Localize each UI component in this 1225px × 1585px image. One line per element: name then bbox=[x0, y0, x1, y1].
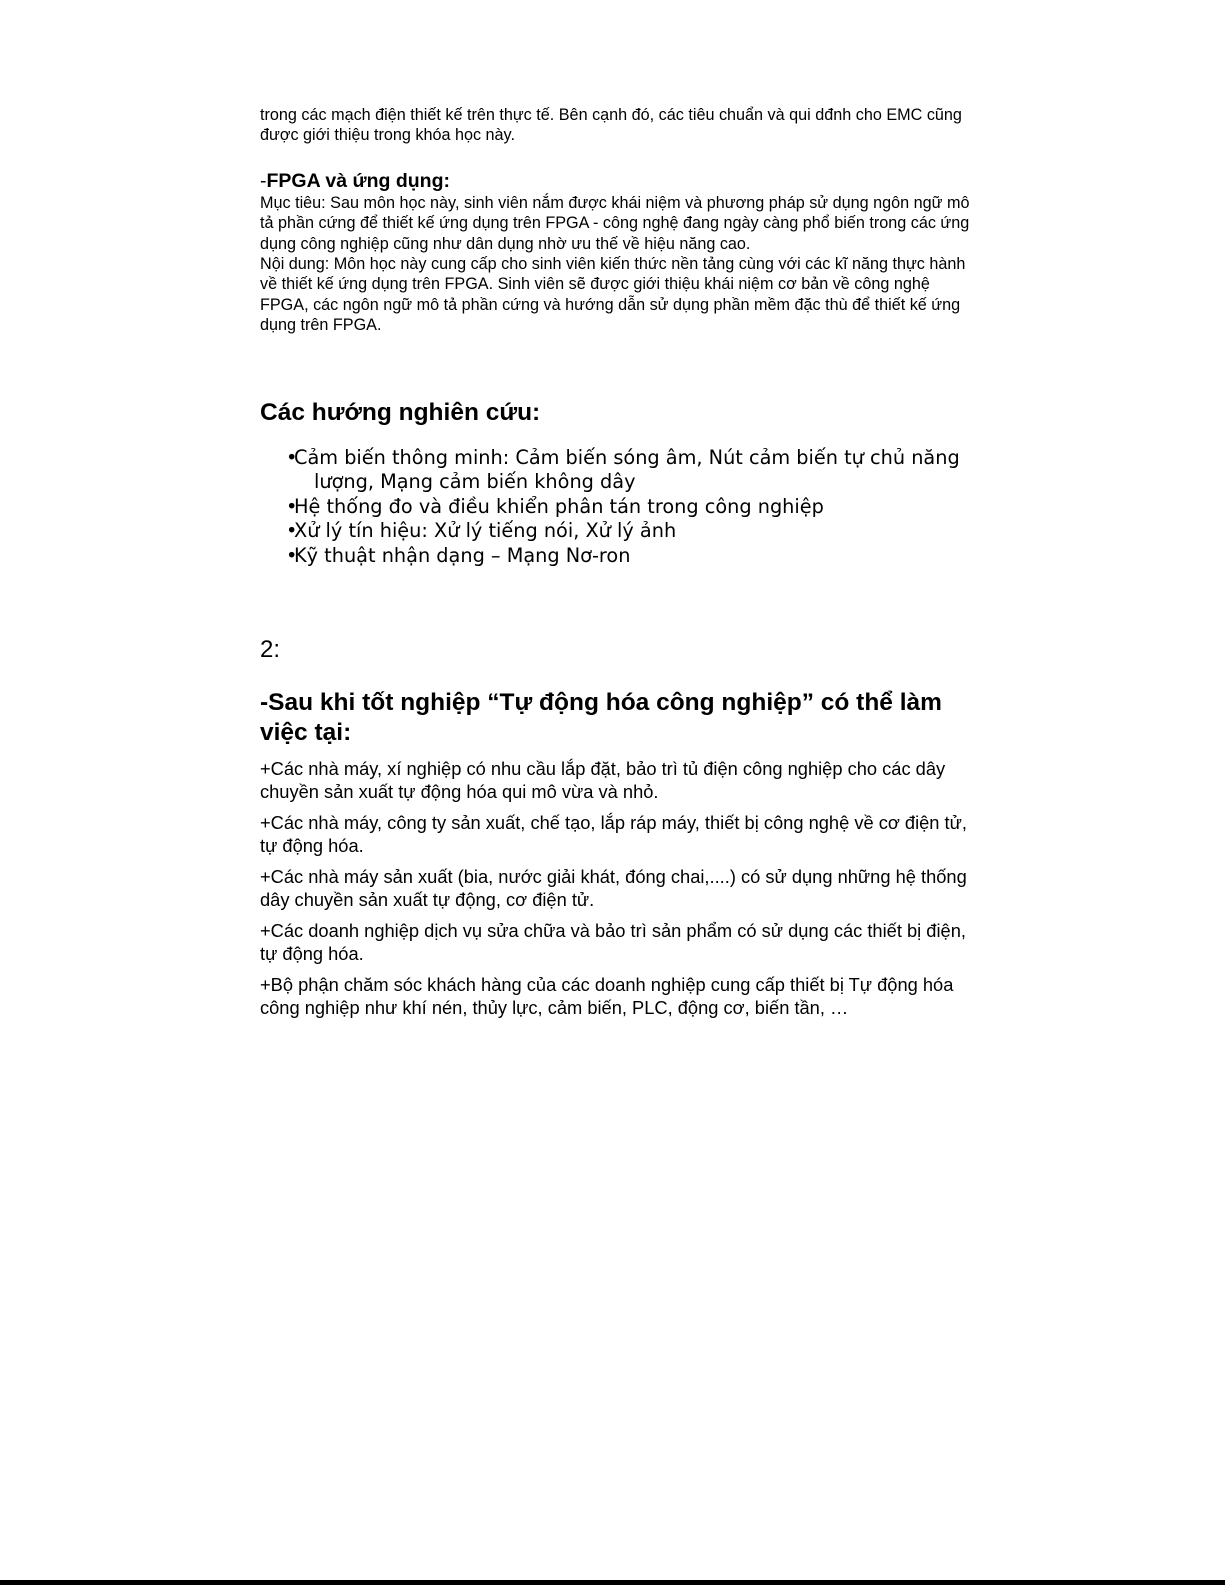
research-item-text: Cảm biến thông minh: Cảm biến sóng âm, Nút cảm biến tự chủ năng lượng, Mạng cảm biến không dây bbox=[294, 445, 960, 494]
research-item-text: Xử lý tín hiệu: Xử lý tiếng nói, Xử lý ảnh bbox=[294, 519, 677, 543]
bullet-icon: • bbox=[286, 494, 298, 518]
list-item bbox=[286, 544, 970, 569]
fpga-content-paragraph: Nội dung: Môn học này cung cấp cho sinh viên kiến thức nền tảng cùng với các kĩ năng thực hành về thiết kế ứng dụng trên FPGA. Sinh viên sẽ được giới thiệu khái niệm cơ bản về công nghệ FPGA, các ngôn ngữ mô tả phần cứng và hướng dẫn sử dụng phần mềm đặc thù để thiết kế ứng dụng trên FPGA. bbox=[260, 255, 966, 335]
bullet-icon: • bbox=[286, 543, 298, 567]
emc-continuation-paragraph: trong các mạch điện thiết kế trên thực tế. Bên cạnh đó, các tiêu chuẩn và qui dđnh cho EMC cũng được giới thiệu trong khóa học này. bbox=[260, 106, 962, 145]
bullet-icon: • bbox=[286, 519, 298, 543]
fpga-objective-paragraph: Mục tiêu: Sau môn học này, sinh viên nắm được khái niệm và phương pháp sử dụng ngôn ngữ mô tả phần cứng để thiết kế ứng dụng trên FPGA - công nghệ đang ngày càng phổ biến trong các ứng dụng công nghiệp cũng như dân dụng nhờ ưu thế về hiệu năng cao. bbox=[260, 193, 970, 253]
career-paragraph: +Các nhà máy sản xuất (bia, nước giải khát, đóng chai,....) có sử dụng những hệ thống dây chuyền sản xuất tự động, cơ điện tử. bbox=[260, 866, 967, 910]
career-paragraph: +Các nhà máy, xí nghiệp có nhu cầu lắp đặt, bảo trì tủ điện công nghiệp cho các dây chuyền sản xuất tự động hóa qui mô vừa và nhỏ. bbox=[260, 758, 946, 802]
research-heading: Các hướng nghiên cứu: bbox=[260, 398, 541, 426]
career-heading: -Sau khi tốt nghiệp “Tự động hóa công nghiệp” có thể làm việc tại: bbox=[260, 689, 942, 747]
document-content bbox=[260, 105, 970, 1019]
research-list bbox=[260, 446, 970, 569]
bullet-icon: • bbox=[286, 445, 298, 469]
research-item-text: Kỹ thuật nhận dạng – Mạng Nơ-ron bbox=[294, 543, 631, 567]
list-item bbox=[286, 495, 970, 520]
fpga-section bbox=[260, 169, 970, 336]
list-item bbox=[286, 446, 970, 495]
page-bottom-rule bbox=[0, 1580, 1225, 1585]
career-paragraph: +Bộ phận chăm sóc khách hàng của các doanh nghiệp cung cấp thiết bị Tự động hóa công nghiệp như khí nén, thủy lực, cảm biến, PLC, động cơ, biến tần, … bbox=[260, 974, 954, 1018]
fpga-heading-text: FPGA và ứng dụng: bbox=[266, 169, 450, 192]
research-item-text: Hệ thống đo và điều khiển phân tán trong công nghiệp bbox=[294, 494, 824, 518]
section-number: 2: bbox=[260, 636, 281, 664]
career-paragraph: +Các doanh nghiệp dịch vụ sửa chữa và bảo trì sản phẩm có sử dụng các thiết bị điện, tự động hóa. bbox=[260, 920, 966, 964]
career-paragraph: +Các nhà máy, công ty sản xuất, chế tạo, lắp ráp máy, thiết bị công nghệ về cơ điện tử, tự động hóa. bbox=[260, 812, 967, 856]
fpga-heading-dash: - bbox=[260, 169, 267, 192]
list-item bbox=[286, 519, 970, 544]
fpga-heading bbox=[260, 169, 970, 193]
